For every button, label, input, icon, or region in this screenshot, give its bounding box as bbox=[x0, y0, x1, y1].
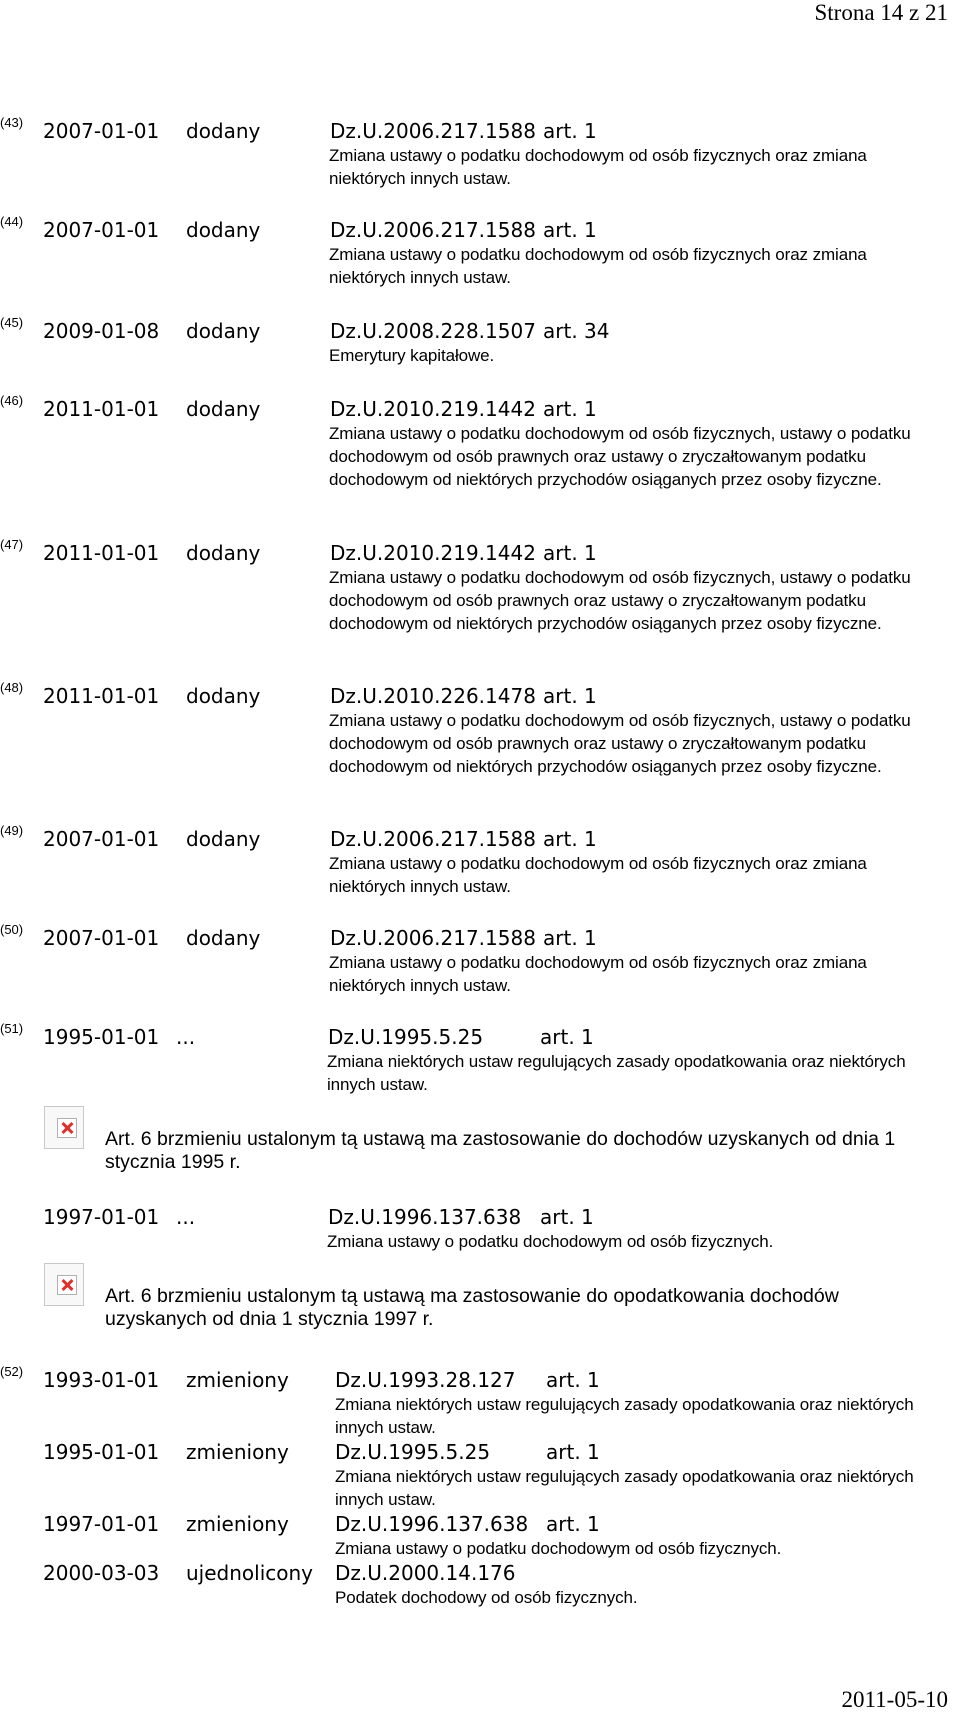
entry-number: (48) bbox=[0, 680, 24, 695]
history-entry bbox=[0, 1021, 960, 1331]
history-entry bbox=[0, 214, 960, 289]
entry-description: Zmiana ustawy o podatku dochodowym od osób fizycznych oraz zmiana niektórych innych ustaw. bbox=[329, 953, 867, 995]
entry-art: art. 1 bbox=[543, 119, 597, 143]
entry-date: 2009-01-08 bbox=[43, 319, 160, 343]
entry-number: (44) bbox=[0, 214, 24, 229]
note-block bbox=[44, 1263, 960, 1331]
entry-ref: Dz.U.2006.217.1588 bbox=[330, 119, 536, 143]
entry-art: art. 1 bbox=[543, 684, 597, 708]
entry-status: ujednolicony bbox=[186, 1561, 314, 1585]
history-entry bbox=[0, 115, 960, 190]
broken-image-icon bbox=[44, 1106, 84, 1149]
entry-date: 2011-01-01 bbox=[43, 397, 160, 421]
entry-date: 2011-01-01 bbox=[43, 541, 160, 565]
entry-description: Zmiana ustawy o podatku dochodowym od osób fizycznych oraz zmiana niektórych innych ustaw. bbox=[329, 146, 867, 188]
entry-status: dodany bbox=[186, 319, 261, 343]
entry-art: art. 1 bbox=[546, 1440, 600, 1464]
entry-number: (52) bbox=[0, 1364, 24, 1379]
entry-status: ... bbox=[176, 1205, 196, 1229]
entry-status: zmieniony bbox=[186, 1512, 289, 1536]
entry-status: dodany bbox=[186, 397, 261, 421]
entry-date: 2007-01-01 bbox=[43, 926, 160, 950]
entry-ref: Dz.U.2000.14.176 bbox=[335, 1561, 516, 1585]
entry-ref: Dz.U.2010.219.1442 bbox=[330, 397, 536, 421]
entry-date: 2007-01-01 bbox=[43, 827, 160, 851]
entry-ref: Dz.U.2008.228.1507 bbox=[330, 319, 536, 343]
entry-description: Zmiana ustawy o podatku dochodowym od osób fizycznych, ustawy o podatku dochodowym od osób prawnych oraz ustawy o zryczałtowanym podatku dochodowym od niektórych przychodów osiąganych przez osoby fizyczne. bbox=[329, 568, 911, 633]
entry-ref: Dz.U.1995.5.25 bbox=[335, 1440, 491, 1464]
entry-date: 1993-01-01 bbox=[43, 1368, 160, 1392]
history-entry bbox=[0, 393, 960, 491]
entry-date: 1995-01-01 bbox=[43, 1025, 160, 1049]
entry-art: art. 1 bbox=[543, 397, 597, 421]
entry-art: art. 1 bbox=[540, 1205, 594, 1229]
note-text: Art. 6 brzmieniu ustalonym tą ustawą ma zastosowanie do dochodów uzyskanych od dnia 1 stycznia 1995 r. bbox=[105, 1128, 896, 1173]
entry-date: 1997-01-01 bbox=[43, 1512, 160, 1536]
entry-date: 1995-01-01 bbox=[43, 1440, 160, 1464]
entry-status: dodany bbox=[186, 541, 261, 565]
entry-description: Zmiana ustawy o podatku dochodowym od osób fizycznych. bbox=[327, 1232, 774, 1251]
entry-number: (49) bbox=[0, 823, 24, 838]
history-entry bbox=[0, 1364, 960, 1609]
entry-art: art. 34 bbox=[543, 319, 610, 343]
broken-image-icon bbox=[44, 1263, 84, 1306]
entry-ref: Dz.U.2010.226.1478 bbox=[330, 684, 536, 708]
entry-status: zmieniony bbox=[186, 1440, 289, 1464]
entry-ref: Dz.U.2006.217.1588 bbox=[330, 926, 536, 950]
entry-art: art. 1 bbox=[543, 541, 597, 565]
entry-date: 2007-01-01 bbox=[43, 218, 160, 242]
entry-status: dodany bbox=[186, 684, 261, 708]
entry-ref: Dz.U.2006.217.1588 bbox=[330, 218, 536, 242]
entry-date: 2011-01-01 bbox=[43, 684, 160, 708]
entry-status: zmieniony bbox=[186, 1368, 289, 1392]
entry-description: Zmiana niektórych ustaw regulujących zasady opodatkowania oraz niektórych innych ustaw. bbox=[335, 1395, 914, 1437]
entry-number: (43) bbox=[0, 115, 24, 130]
entry-number: (51) bbox=[0, 1021, 24, 1036]
entry-art: art. 1 bbox=[540, 1025, 594, 1049]
history-entry bbox=[0, 922, 960, 997]
history-entry bbox=[0, 823, 960, 898]
entry-art: art. 1 bbox=[546, 1368, 600, 1392]
entry-description: Zmiana niektórych ustaw regulujących zasady opodatkowania oraz niektórych innych ustaw. bbox=[335, 1467, 914, 1509]
history-entry bbox=[0, 680, 960, 778]
entry-status: ... bbox=[176, 1025, 196, 1049]
entry-description: Emerytury kapitałowe. bbox=[329, 346, 495, 365]
footer-date: 2011-05-10 bbox=[841, 1687, 948, 1712]
entry-ref: Dz.U.1996.137.638 bbox=[335, 1512, 529, 1536]
entry-date: 2000-03-03 bbox=[43, 1561, 160, 1585]
entry-date: 1997-01-01 bbox=[43, 1205, 160, 1229]
entry-number: (47) bbox=[0, 537, 24, 552]
entry-status: dodany bbox=[186, 827, 261, 851]
entry-ref: Dz.U.1993.28.127 bbox=[335, 1368, 516, 1392]
entry-description: Zmiana ustawy o podatku dochodowym od osób fizycznych, ustawy o podatku dochodowym od osób prawnych oraz ustawy o zryczałtowanym podatku dochodowym od niektórych przychodów osiąganych przez osoby fizyczne. bbox=[329, 424, 911, 489]
entry-description: Zmiana ustawy o podatku dochodowym od osób fizycznych, ustawy o podatku dochodowym od osób prawnych oraz ustawy o zryczałtowanym podatku dochodowym od niektórych przychodów osiąganych przez osoby fizyczne. bbox=[329, 711, 911, 776]
entry-description: Zmiana ustawy o podatku dochodowym od osób fizycznych oraz zmiana niektórych innych ustaw. bbox=[329, 245, 867, 287]
entry-ref: Dz.U.1996.137.638 bbox=[328, 1205, 522, 1229]
entry-description: Podatek dochodowy od osób fizycznych. bbox=[335, 1588, 638, 1607]
history-entry bbox=[0, 537, 960, 635]
note-text: Art. 6 brzmieniu ustalonym tą ustawą ma zastosowanie do opodatkowania dochodów uzyskanych od dnia 1 stycznia 1997 r. bbox=[105, 1285, 839, 1330]
entry-number: (50) bbox=[0, 922, 24, 937]
page-counter: Strona 14 z 21 bbox=[814, 0, 948, 25]
entry-description: Zmiana niektórych ustaw regulujących zasady opodatkowania oraz niektórych innych ustaw. bbox=[327, 1052, 906, 1094]
history-entry bbox=[0, 315, 960, 367]
entry-description: Zmiana ustawy o podatku dochodowym od osób fizycznych. bbox=[335, 1539, 782, 1558]
entry-status: dodany bbox=[186, 926, 261, 950]
entry-status: dodany bbox=[186, 119, 261, 143]
entry-status: dodany bbox=[186, 218, 261, 242]
entry-date: 2007-01-01 bbox=[43, 119, 160, 143]
entry-art: art. 1 bbox=[543, 827, 597, 851]
entry-art: art. 1 bbox=[543, 926, 597, 950]
note-block bbox=[44, 1106, 960, 1174]
entry-ref: Dz.U.1995.5.25 bbox=[328, 1025, 484, 1049]
entry-ref: Dz.U.2006.217.1588 bbox=[330, 827, 536, 851]
entry-ref: Dz.U.2010.219.1442 bbox=[330, 541, 536, 565]
entry-art: art. 1 bbox=[546, 1512, 600, 1536]
entry-number: (46) bbox=[0, 393, 24, 408]
entry-description: Zmiana ustawy o podatku dochodowym od osób fizycznych oraz zmiana niektórych innych ustaw. bbox=[329, 854, 867, 896]
entry-number: (45) bbox=[0, 315, 24, 330]
entry-art: art. 1 bbox=[543, 218, 597, 242]
